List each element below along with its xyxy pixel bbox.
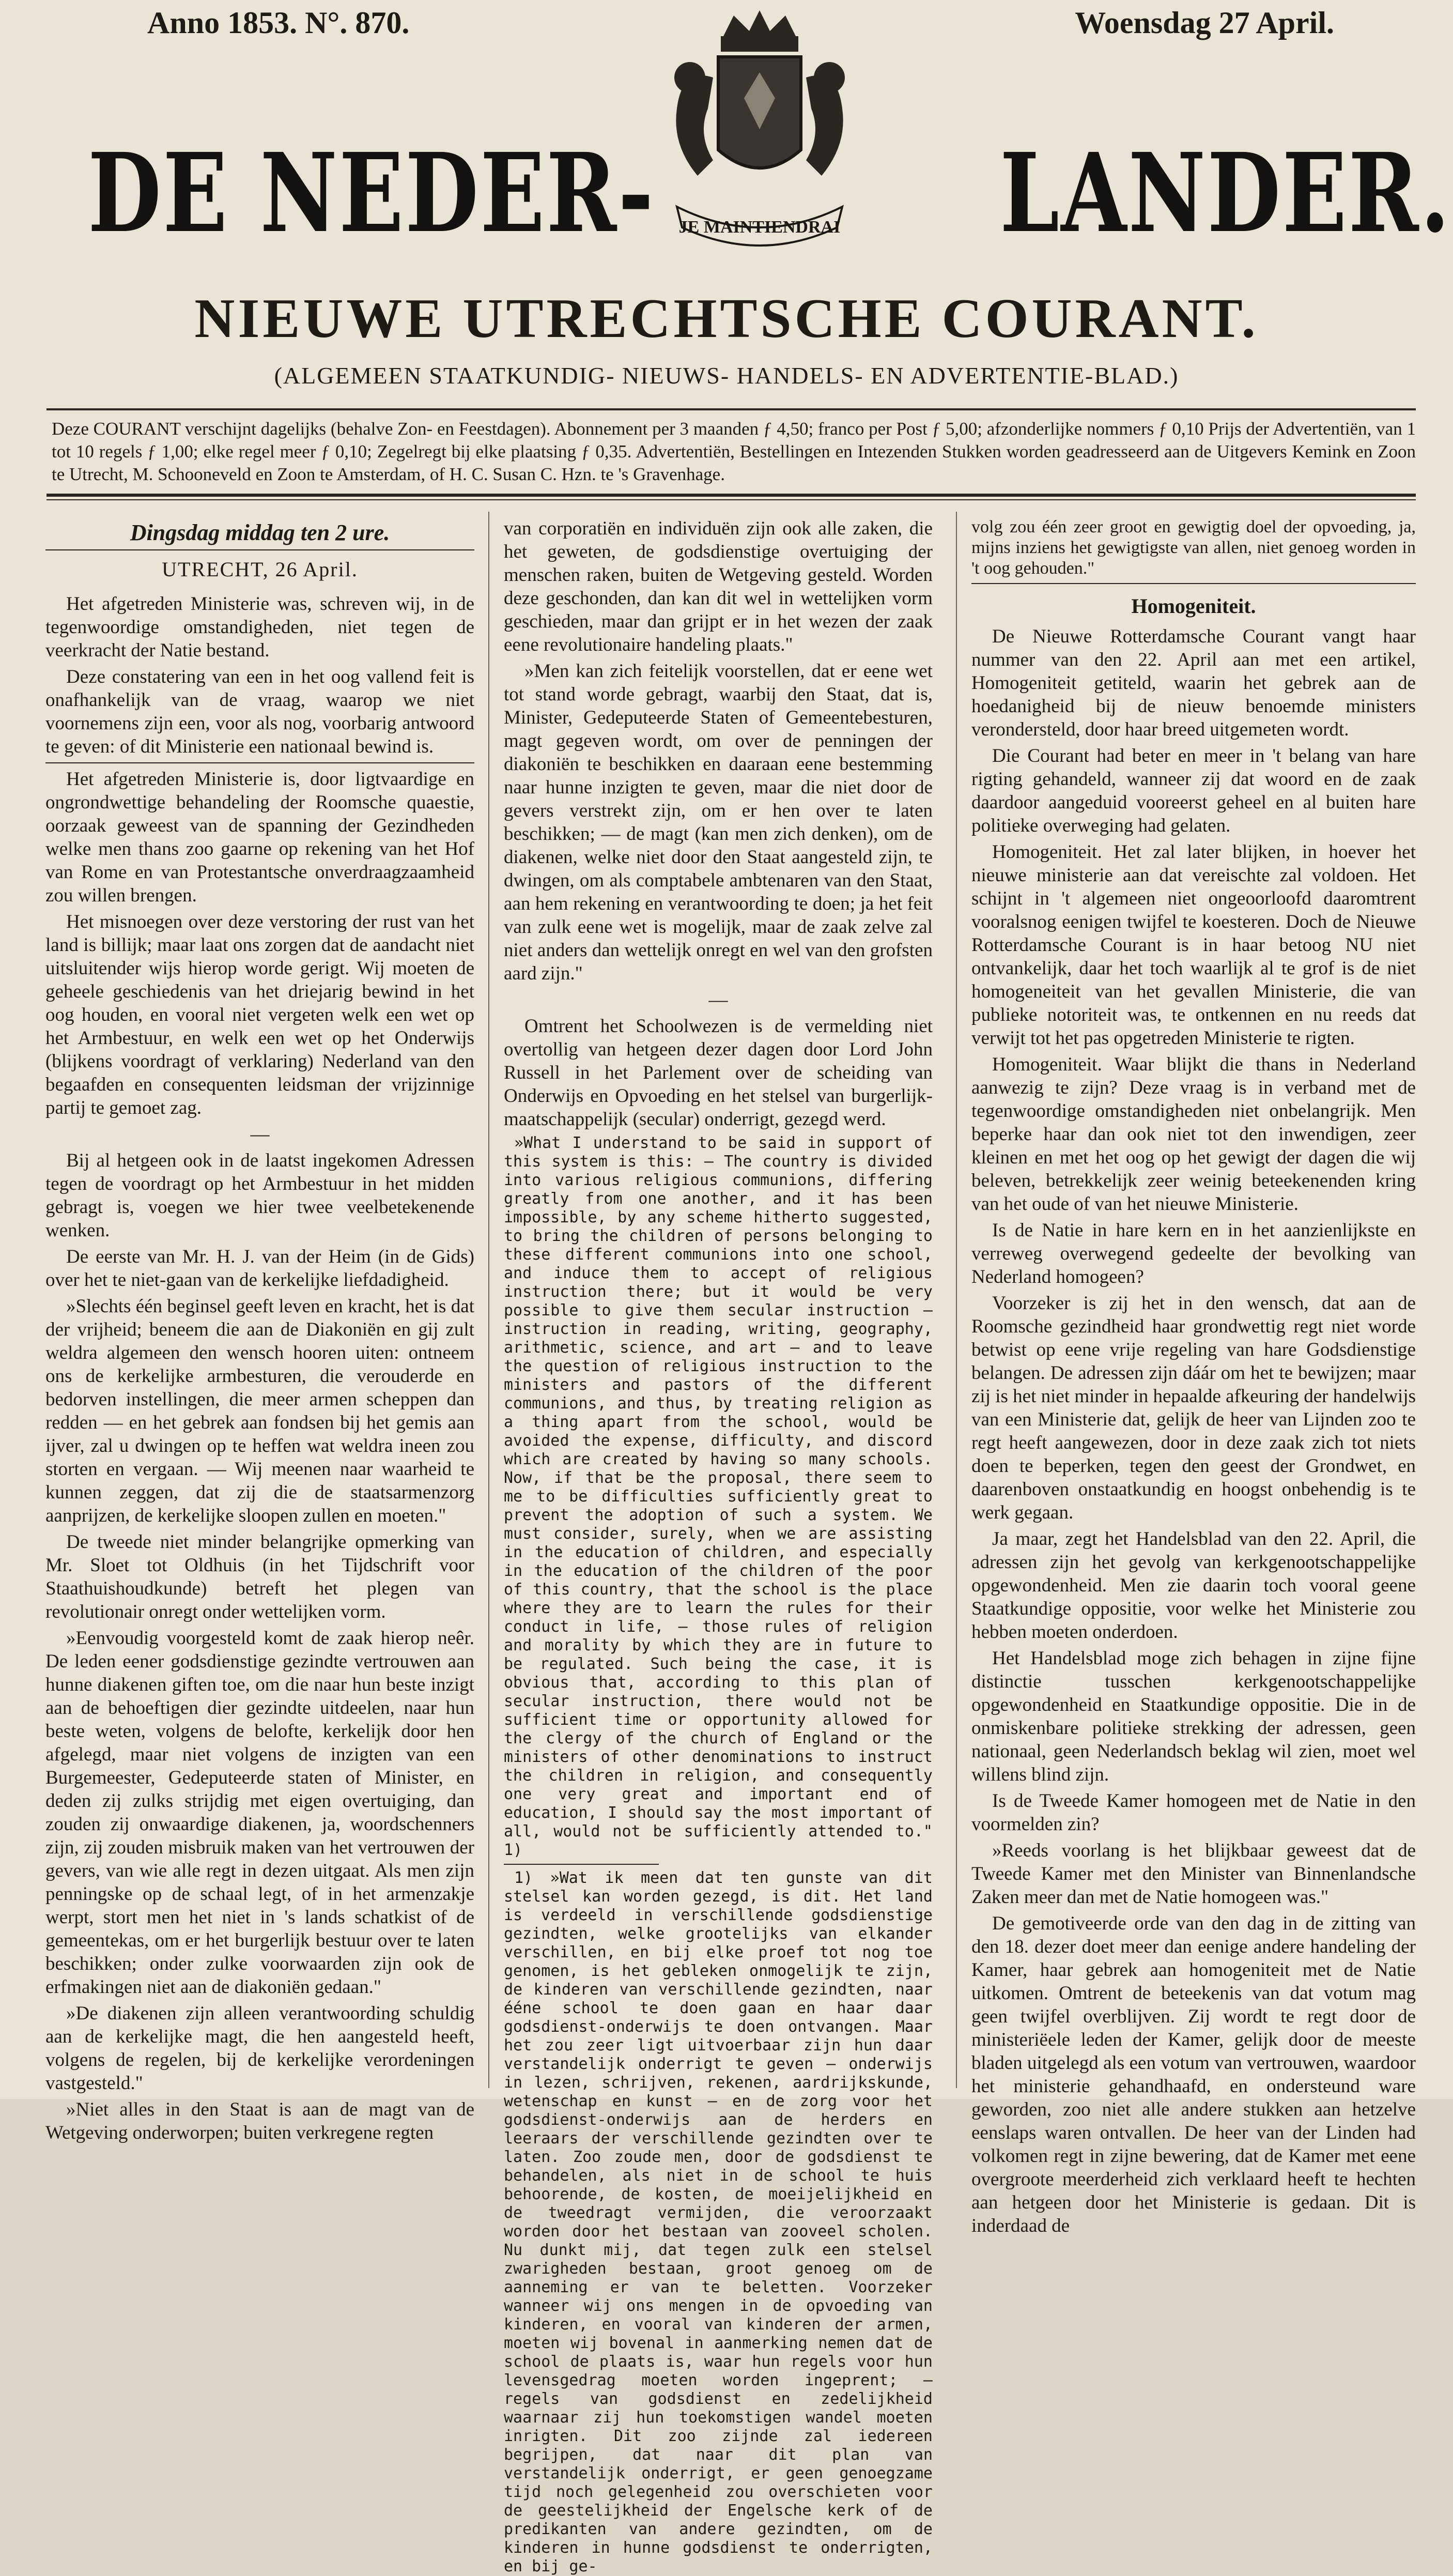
separator (971, 583, 1416, 584)
paragraph: De eerste van Mr. H. J. van der Heim (in de Gids) over het te niet-gaan van de kerkelijke liefdadigheid. (45, 1246, 474, 1291)
issue-number: Anno 1853. N°. 870. (147, 6, 410, 40)
paragraph: Is de Tweede Kamer homogeen met de Natie in den voormelden zin? (971, 1790, 1416, 1835)
footnote: 1) »Wat ik meen dat ten gunste van dit stelsel kan worden gezegd, is dit. Het land is verdeeld in verschillende godsdienstige gezindten, welke grootelijks van elkander verschillen, en bij elke proef tot nog toe genomen, is het gebleken onmogelijk te zijn, de kinderen van verschillende gezindten, naar ééne school te doen gaan en haar daar godsdienst-onderwijs te doen ontvangen. Maar het zou zeer ligt uitvoerbaar zijn hun daar verstandelijk onderrigt te geven — onderwijs in lezen, schrijven, rekenen, aardrijkskunde, wetenschap en kunst — en de zorg voor het godsdienst-onderwijs aan de herders en leeraars der verschillende gezindten over te laten. Zoo zoude men, door de godsdienst te behandelen, als niet in de school te huis behoorende, de kosten, de moeijelijkheid en de tweedragt vermijden, die veroorzaakt worden door het bestaan van zooveel scholen. Nu dunkt mij, dat tegen zulk een stelsel zwarigheden bestaan, groot genoeg om de aanneming er van te beletten. Voorzeker wanneer wij ons mengen in de opvoeding van kinderen, en vooral van kinderen der armen, moeten wij bovenal in aanmerking nemen dat de school de plaats is, waar hun regels voor hun levensgedrag moeten worden ingeprent; — regels van godsdienst en zedelijkheid waarnaar zij hun toekomstigen wandel moeten inrigten. Dit zoo zijnde zal iedereen begrijpen, dat naar dit plan van verstandelijk onderrigt, er geen genoegzame tijd noch gelegenheid zou overschieten voor de geestelijkheid der Engelsche kerk of de predikanten van andere gezindten, om de kinderen in hunne godsdienst te onderrigten, en bij ge- (504, 1869, 933, 2575)
paragraph: Het Handelsblad moge zich behagen in zijne fijne distinctie tusschen kerkgenootschappelijke opgewondenheid en Staatkundige oppositie. Die in de onmiskenbare politieke strekking der adressen, geen nationaal, geen Nederlandsch beklag wil zien, moet wel willens blind zijn. (971, 1648, 1416, 1785)
masthead-title-right: LANDER. (1000, 129, 1451, 257)
paragraph: Voorzeker is zij het in den wensch, dat aan de Roomsche gezindheid haar grondwettig regt niet worde betwist op eene vrije regeling van hare Godsdienstige belangen. De adressen zijn dáár om het te bewijzen; maar zij is het niet minder in hepaalde afkeuring der handelwijs van een Ministerie dat, gelijk de heer van Lijnden zoo te regt heeft aangewezen, door in deze zaak zich tot niets doen te beperken, tegen den geest der Grondwet, en daarenboven onstaatkundig en hoogst onbehendig is te werk gegaan. (971, 1293, 1416, 1523)
paragraph: Ja maar, zegt het Handelsblad van den 22. April, die adressen zijn het gevolg van kerkgenootschappelijke opgewondenheid. Men zie daarin toch vooral geene Staatkundige oppositie, voor welke het Ministerie zou hebben moeten onderdoen. (971, 1528, 1416, 1643)
paragraph: De tweede niet minder belangrijke opmerking van Mr. Sloet tot Oldhuis (in het Tijdschrift voor Staathuishoudkunde) betreft het plegen van revolutionair onregt onder wettelijken vorm. (45, 1531, 474, 1622)
separator (45, 762, 474, 763)
subscription-notice: Deze COURANT verschijnt dagelijks (behalve Zon- en Feestdagen). Abonnement per 3 maanden ƒ 4,50; franco per Post ƒ 5,00; afzonderlijke nommers ƒ 0,10 Prijs der Advertentiën, van 1 tot 10 regels ƒ 1,00; elke regel meer ƒ 0,10; Zegelregt bij elke plaatsing ƒ 0,35. Advertentiën, Bestellingen en Intezenden Stukken worden geadresseerd aan de Uitgevers Kemink en Zoon te Utrecht, M. Schooneveld en Zoon te Amsterdam, of H. C. Susan C. Hzn. te 's Gravenhage. (52, 419, 1416, 484)
separator (45, 549, 474, 550)
notice-rule-thin (47, 499, 1416, 500)
english-quote: »What I understand to be said in support of this system is this: — The country is divided into various religious communions, differing greatly from one another, and it has been impossible, by any scheme hitherto suggested, to bring the children of persons belonging to these different communions into one school, and induce them to accept of religious instruction there; but it would be very possible to give them secular instruction — instruction in reading, writing, geography, arithmetic, science, and art — and to leave the question of religious instruction to the ministers and pastors of the different communions, and thus, by treating religion as a thing apart from the school, would be avoided the expense, difficulty, and discord which are created by having so many schools. Now, if that be the proposal, there seem to me to be difficulties sufficiently great to prevent the adoption of such a system. We must consider, surely, when we are assisting in the education of children, and especially in the education of the children of the poor of this country, that the school is the place where they are to learn the rules for their conduct in life, — those rules of religion and morality by which they are in future to be regulated. Such being the case, it is obvious that, according to this plan of secular instruction, there would not be sufficient time or opportunity allowed for the clergy of the church of England or the ministers of other denominations to instruct the children in religion, and consequently one very great and important end of education, I should say the most important of all, would not be sufficiently attended to." 1) (504, 1134, 933, 1859)
issue-date: Woensdag 27 April. (1075, 6, 1334, 40)
paragraph: Het afgetreden Ministerie is, door ligtvaardige en ongrondwettige behandeling der Roomsche quaestie, oorzaak geweest van de spanning der Gezindheden welke men thans zoo gaarne op rekening van het Hof van Rome en van Protestantsche onverdraagzaamheid zou willen brengen. (45, 769, 474, 906)
subtitle-subheading: (ALGEMEEN STAATKUNDIG- NIEUWS- HANDELS- EN ADVERTENTIE-BLAD.) (274, 362, 1179, 389)
column-divider (956, 512, 957, 2088)
column-2 (504, 517, 933, 2575)
paragraph: Deze constatering van een in het oog vallend feit is onafhankelijk van de vraag, waarop we niet voornemens zijn een, voor als nog, voorbarig antwoord te geven: of dit Ministerie een nationaal bewind is. (45, 666, 474, 757)
notice-rule-thick (47, 494, 1416, 497)
paragraph: »Eenvoudig voorgesteld komt de zaak hierop neêr. De leden eener godsdienstige gezindte vertrouwen aan hunne diakenen giften toe, om die naar hun beste inzigt aan de behoeftigen dier gezindte uitdeelen, naar hun beste weten, volgens de belofte, kerkelijk door hen afgelegd, maar niet volgens de inzigten van een Burgemeester, Gedeputeerde staten of Minister, en deden zij zulks strijdig met eigen overtuiging, dan zouden zij onwaardige diakenen, ja, woordschenners zijn, zij zouden misbruik maken van het vertrouwen der gevers, van wie alle regt in dezen uitgaat. Als men zijn penningske op de schaal legt, of in het armenzakje werpt, stort men het niet in 's lands schatkist of de gemeentekas, om er het burgerlijk bestuur over te laten beschikken; onder zulke voorwaarden zijn ook de erfmakingen niet aan de diakoniën gedaan." (45, 1628, 474, 1998)
paragraph: Homogeniteit. Waar blijkt die thans in Nederland aanwezig te zijn? Deze vraag is in verband met de tegenwoordige omstandigheden niet onbelangrijk. Men beperke haar dan ook niet tot den inwendigen, zeer kleinen en met het oog op het gewigt der dagen die wij beleven, betrekkelijk zeer weinig beteekenenden kring van het oude of van het nieuwe Ministerie. (971, 1054, 1416, 1215)
column-divider (488, 512, 489, 2088)
paragraph: Homogeniteit. Het zal later blijken, in hoever het nieuwe ministerie aan dat vereischte zal voldoen. Het schijnt in 't algemeen niet ongeoorloofd daaromtrent vooralsnog eenigen twijfel te koesteren. Doch de Nieuwe Rotterdamsche Courant is in haar betoog NU niet ontvankelijk, daar het toch waarlijk al te grof is de niet homogeneiteit van het gevallen Ministerie, die van publieke notoriteit was, te ontkennen en nu reeds dat verwijt tot het pas opgetreden Ministerie te rigten. (971, 841, 1416, 1049)
paragraph: »Men kan zich feitelijk voorstellen, dat er eene wet tot stand worde gebragt, waarbij den Staat, dat is, Minister, Gedeputeerde Staten of Gemeentebesturen, magt gegeven wordt, om over de penningen der diakoniën te beschikken en daaraan eene bestemming naar hunne inzigten te geven, maar die niet door de gevers verstrekt zijn, om er hen over te laten beschikken; — de magt (kan men zich denken), om de diakenen, welke niet door den Staat aangesteld zijn, te dwingen, om als comptabele ambtenaren van den Staat, aan hem rekening en verantwoording te doen; ja het feit van zulk eene wet is mogelijk, maar de zaak zelve zal niet anders dan wettelijk onregt en wel van den grofsten aard zijn." (504, 661, 933, 984)
coat-of-arms-crest (594, 5, 925, 264)
top-rule (47, 408, 1416, 410)
paragraph: »Niet alles in den Staat is aan de magt van de Wetgeving onderworpen; buiten verkregene regten (45, 2099, 474, 2143)
subtitle: NIEUWE UTRECHTSCHE COURANT. (194, 288, 1259, 349)
section-title: Dingsdag middag ten 2 ure. (130, 520, 390, 545)
paragraph: van corporatiën en individuën zijn ook alle zaken, die het geweten, de godsdienstige overtuiging der menschen raken, buiten de Wetgeving gesteld. Worden deze geschonden, dan kan dit wel in wettelijken vorm geschieden, maar dan grijpt er in het wezen der zaak eene revolutionaire handeling plaats." (504, 518, 933, 655)
paragraph: Het afgetreden Ministerie was, schreven wij, in de tegenwoordige omstandigheden, niet tegen de veerkracht der Natie bestand. (45, 593, 474, 661)
paragraph: Omtrent het Schoolwezen is de vermelding niet overtollig van hetgeen dezer dagen door Lord John Russell in het Parlement over de scheiding van Onderwijs en Opvoeding en het stelsel van burgerlijk-maatschappelijk (secular) onderrigt, gezegd werd. (504, 1016, 933, 1130)
paragraph: Die Courant had beter en meer in 't belang van hare rigting gehandeld, wanneer zij dat woord en de zaak daardoor aangeduid vooreerst geheel en al buiten hare politieke overweging had gelaten. (971, 745, 1416, 836)
column-1 (45, 517, 474, 2143)
paragraph: Bij al hetgeen ook in de laatst ingekomen Adressen tegen de voordragt op het Armbestuur in het midden gebragt is, voegen we hier twee veelbetekenende wenken. (45, 1150, 474, 1241)
dash-separator: — (708, 989, 728, 1010)
paragraph: Het misnoegen over deze verstoring der rust van het land is billijk; maar laat ons zorgen dat de aandacht niet uitsluitender wijs hierop worde gerigt. Wij moeten de geheele geschiedenis van het driejarig bewind in het oog houden, en vooral niet vergeten welk een wet op het Armbestuur, en welk een wet op het Onderwijs (blijkens voordragt of verklaring) Nederland van den begaafden en consequenten leidsman der vrijzinnige partij te gemoet zag. (45, 911, 474, 1118)
dash-separator: — (250, 1124, 270, 1145)
paragraph: »Slechts één beginsel geeft leven en kracht, het is dat der vrijheid; beneem die aan de Diakoniën en gij zult weldra algemeen den wensch hooren uiten: ontneem ons de kerkelijke armbesturen, die verouderde en bedorven instellingen, die meer armen scheppen dan redden — en het gebrek aan fondsen bij het gemis aan ijver, zal u dwingen op te heffen wat weldra ineen zou storten en vergaan. — Wij meenen naar waarheid te kunnen zeggen, dat zij die de staatsarmenzorg aanprijzen, de kerkelijke sloopen zullen en moeten." (45, 1296, 474, 1526)
paragraph: De Nieuwe Rotterdamsche Courant vangt haar nummer van den 22. April aan met een artikel, Homogeniteit getiteld, waarin het gebrek aan de hoedanigheid bij de nieuw benoemde ministers verondersteld, door haar breed uitgemeten wordt. (971, 626, 1416, 740)
footnote-separator (504, 1864, 659, 1865)
paragraph: Is de Natie in hare kern en in het aanzienlijkste en verreweg overwegend gedeelte der bevolking van Nederland homogeen? (971, 1220, 1416, 1287)
paragraph: volg zou één zeer groot en gewigtig doel der opvoeding, ja, mijns inziens het gewigtigste van allen, niet genoeg worden in 't oog gehouden." (971, 517, 1416, 578)
article-heading: Homogeniteit. (1131, 594, 1256, 618)
paragraph: »De diakenen zijn alleen verantwoording schuldig aan de kerkelijke magt, die hen aangesteld heeft, volgens de regelen, bij de kerkelijke verordeningen vastgesteld." (45, 2003, 474, 2094)
dateline: UTRECHT, 26 April. (162, 558, 358, 581)
column-3 (971, 517, 1416, 2236)
paragraph: »Reeds voorlang is het blijkbaar geweest dat de Tweede Kamer met den Minister van Binnenlandsche Zaken meer dan met de Natie homogeen was." (971, 1840, 1416, 1908)
paragraph: De gemotiveerde orde van den dag in de zitting van den 18. dezer doet meer dan eenige andere handeling der Kamer, haar gebrek aan homogeniteit met de Natie uitkomen. Omtrent de beteekenis van dat votum mag geen twijfel overblijven. Zij wordt te regt door de ministeriëele leden der Kamer, gelijk door de meeste bladen uitgelegd als een votum van vertrouwen, waardoor het ministerie gehandhaafd, en ondersteund ware geworden, zoo niet alle andere stukken aan hetzelve eenslaps waren ontvallen. De heer van der Linden had volkomen regt in zijne bewering, dat de Kamer met eene overgroote meerderheid zich verklaard heeft te hechten aan hetgeen door het Ministerie is gedaan. Dit is inderdaad de (971, 1913, 1416, 2236)
masthead-title-left: DE NEDER- (88, 129, 655, 257)
motto-text: JE MAINTIENDRAI (678, 218, 841, 237)
